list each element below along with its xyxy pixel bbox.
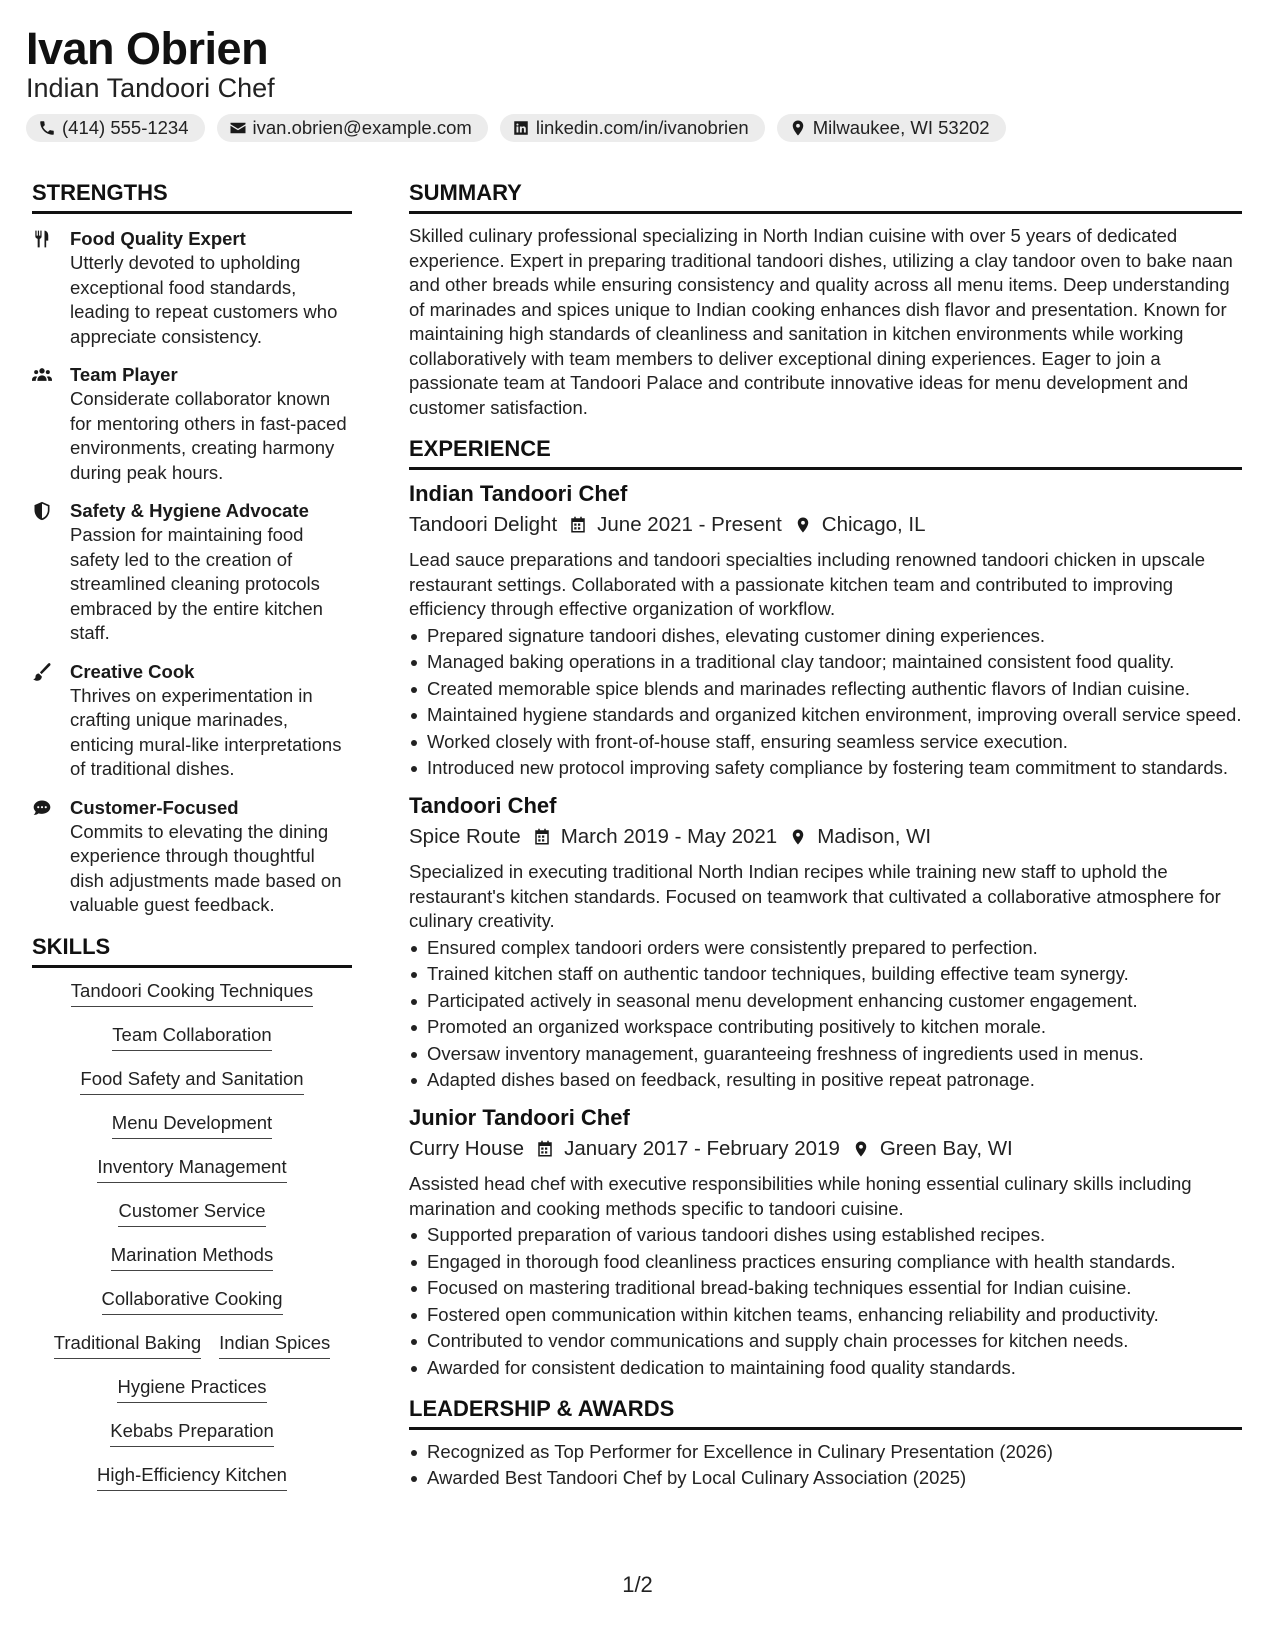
contact-email[interactable] xyxy=(217,114,488,142)
job-dates: January 2017 - February 2019 xyxy=(564,1137,840,1160)
skill-tag: Marination Methods xyxy=(111,1242,273,1271)
job-description: Lead sauce preparations and tandoori specialties including renowned tandoori chicken in upscale restaurant settings. Collaborated with a passionate kitchen team and contributed to improving efficiency through effective organization of workflow. xyxy=(409,549,1206,619)
strength-item xyxy=(32,362,352,485)
job-entry xyxy=(409,480,1242,780)
job-bullet: Ensured complex tandoori orders were consistently prepared to perfection. xyxy=(409,936,1242,960)
contact-location-text: Milwaukee, WI 53202 xyxy=(812,117,990,138)
job-bullet: Worked closely with front-of-house staff, ensuring seamless service execution. xyxy=(409,730,1242,754)
job-role: Indian Tandoori Chef xyxy=(409,481,628,506)
skills-list xyxy=(32,978,352,1506)
job-bullet: Introduced new protocol improving safety compliance by fostering team commitment to standards. xyxy=(409,756,1242,780)
job-entry xyxy=(409,792,1242,1092)
job-bullet: Created memorable spice blends and marinades reflecting authentic flavors of Indian cuisine. xyxy=(409,677,1242,701)
job-location: Green Bay, WI xyxy=(879,1137,1013,1160)
job-bullets xyxy=(409,1223,1242,1380)
skill-tag: Tandoori Cooking Techniques xyxy=(71,978,313,1007)
skill-tag: Indian Spices xyxy=(219,1330,330,1359)
summary-text: Skilled culinary professional specializing in North Indian cuisine with over 5 years of dedicated experience. Expert in preparing traditional tandoori dishes, utilizing a clay tandoor oven to bake naan and other breads while ensuring consistency and quality across all menu items. Deep understanding of marinades and spices unique to Indian cooking enhances dish flavor and presentation. Known for maintaining high standards of cleanliness and sanitation in kitchen environments while working collaboratively with team members to deliver exceptional dining experiences. Eager to join a passionate team at Tandoori Palace and contribute innovative ideas for menu development and customer satisfaction. xyxy=(409,225,1233,418)
skill-tag: Menu Development xyxy=(112,1110,272,1139)
job-meta xyxy=(409,510,1242,540)
contact-phone-text: (414) 555-1234 xyxy=(62,117,189,138)
job-description: Specialized in executing traditional North Indian recipes while training new staff to uphold the restaurant's kitchen standards. Focused on teamwork that cultivated a collaborative atmosphere for culinary creativity. xyxy=(409,861,1221,931)
strength-title: Team Player xyxy=(70,364,178,385)
skill-tag: Collaborative Cooking xyxy=(102,1286,283,1315)
leadership-heading: LEADERSHIP & AWARDS xyxy=(409,1394,1242,1430)
job-bullet: Trained kitchen staff on authentic tandoor techniques, building effective team synergy. xyxy=(409,962,1242,986)
strength-title: Creative Cook xyxy=(70,660,195,682)
job-entry xyxy=(409,1104,1242,1380)
strength-desc: Utterly devoted to upholding exceptional food standards, leading to repeat customers who appreciate consistency. xyxy=(70,252,338,347)
summary-heading: SUMMARY xyxy=(409,178,1242,214)
users-icon xyxy=(32,365,52,385)
strength-item xyxy=(32,795,352,918)
job-bullet: Focused on mastering traditional bread-baking techniques essential for Indian cuisine. xyxy=(409,1276,1242,1300)
job-bullet: Participated actively in seasonal menu development enhancing customer engagement. xyxy=(409,989,1242,1013)
job-bullet: Supported preparation of various tandoori dishes using established recipes. xyxy=(409,1223,1242,1247)
strength-desc: Commits to elevating the dining experience through thoughtful dish adjustments made based on valuable guest feedback. xyxy=(70,820,342,915)
job-company: Curry House xyxy=(409,1137,525,1160)
job-bullet: Prepared signature tandoori dishes, elevating customer dining experiences. xyxy=(409,624,1242,648)
strength-desc: Passion for maintaining food safety led to the creation of streamlined cleaning protocols embraced by the entire kitchen staff. xyxy=(70,524,323,643)
job-description: Assisted head chef with executive responsibilities while honing essential culinary skills including marination and cooking methods specific to tandoori cuisine. xyxy=(409,1173,1192,1219)
job-bullet: Maintained hygiene standards and organized kitchen environment, improving overall service speed. xyxy=(409,703,1242,727)
resume-header xyxy=(26,22,1246,142)
left-column xyxy=(32,178,352,1506)
utensils-icon xyxy=(32,229,52,249)
contact-linkedin-text: linkedin.com/in/ivanobrien xyxy=(535,117,749,138)
job-bullets xyxy=(409,936,1242,1093)
job-bullet: Engaged in thorough food cleanliness practices ensuring compliance with health standards. xyxy=(409,1250,1242,1274)
leadership-list xyxy=(409,1440,1242,1491)
experience-section xyxy=(409,434,1242,1380)
experience-heading: EXPERIENCE xyxy=(409,434,1242,470)
job-bullet: Fostered open communication within kitchen teams, enhancing reliability and productivity. xyxy=(409,1303,1242,1327)
strength-item xyxy=(32,659,352,782)
candidate-name: Ivan Obrien xyxy=(26,23,269,74)
linkedin-icon xyxy=(512,119,530,137)
strength-title: Safety & Hygiene Advocate xyxy=(70,500,309,521)
strength-desc: Thrives on experimentation in crafting unique marinades, enticing mural-like interpretations of traditional dishes. xyxy=(70,684,342,779)
job-role: Tandoori Chef xyxy=(409,793,557,818)
contact-location[interactable] xyxy=(777,114,1006,142)
envelope-icon xyxy=(229,119,247,137)
strengths-list xyxy=(32,226,352,918)
calendar-icon xyxy=(533,828,551,846)
strengths-heading: STRENGTHS xyxy=(32,178,352,214)
strength-title: Food Quality Expert xyxy=(70,228,246,249)
job-dates: March 2019 - May 2021 xyxy=(560,825,778,848)
skill-tag: Hygiene Practices xyxy=(117,1374,266,1403)
leadership-section xyxy=(409,1394,1242,1491)
job-dates: June 2021 - Present xyxy=(597,513,782,536)
job-bullet: Managed baking operations in a traditional clay tandoor; maintained consistent food quality. xyxy=(409,650,1242,674)
contact-email-text: ivan.obrien@example.com xyxy=(252,117,472,138)
job-role: Junior Tandoori Chef xyxy=(409,1105,630,1130)
job-bullet: Oversaw inventory management, guaranteeing freshness of ingredients used in menus. xyxy=(409,1042,1242,1066)
location-pin-icon xyxy=(852,1140,870,1158)
job-meta xyxy=(409,822,1242,852)
skill-tag: High-Efficiency Kitchen xyxy=(97,1462,287,1491)
job-location: Madison, WI xyxy=(817,825,932,848)
skill-tag: Team Collaboration xyxy=(112,1022,271,1051)
strength-item xyxy=(32,226,352,349)
job-company: Tandoori Delight xyxy=(409,513,558,536)
skill-tag: Traditional Baking xyxy=(54,1330,201,1359)
location-pin-icon xyxy=(789,828,807,846)
job-location: Chicago, IL xyxy=(821,513,926,536)
job-bullet: Promoted an organized workspace contributing positively to kitchen morale. xyxy=(409,1015,1242,1039)
job-bullet: Adapted dishes based on feedback, resulting in positive repeat patronage. xyxy=(409,1068,1242,1092)
shield-icon xyxy=(32,501,52,521)
comments-icon xyxy=(32,798,52,818)
location-pin-icon xyxy=(789,119,807,137)
candidate-title: Indian Tandoori Chef xyxy=(26,73,275,103)
contact-linkedin[interactable] xyxy=(500,114,765,142)
right-column xyxy=(409,178,1242,1493)
paintbrush-icon xyxy=(32,662,52,682)
leadership-item: Recognized as Top Performer for Excellence in Culinary Presentation (2026) xyxy=(409,1440,1242,1464)
job-bullet: Awarded for consistent dedication to maintaining food quality standards. xyxy=(409,1356,1242,1380)
skills-heading: SKILLS xyxy=(32,932,352,968)
location-pin-icon xyxy=(794,516,812,534)
skills-section xyxy=(32,932,352,1506)
phone-icon xyxy=(38,119,56,137)
strength-desc: Considerate collaborator known for mentoring others in fast-paced environments, creating harmony during peak hours. xyxy=(70,388,347,483)
leadership-item: Awarded Best Tandoori Chef by Local Culinary Association (2025) xyxy=(409,1466,1242,1490)
job-bullets xyxy=(409,624,1242,781)
job-company: Spice Route xyxy=(409,825,521,848)
contact-phone[interactable] xyxy=(26,114,205,142)
calendar-icon xyxy=(569,516,587,534)
skill-tag: Food Safety and Sanitation xyxy=(80,1066,303,1095)
strength-item xyxy=(32,498,352,646)
job-meta xyxy=(409,1134,1242,1164)
skill-tag: Kebabs Preparation xyxy=(110,1418,274,1447)
skill-tag: Inventory Management xyxy=(97,1154,286,1183)
job-bullet: Contributed to vendor communications and supply chain processes for kitchen needs. xyxy=(409,1329,1242,1353)
calendar-icon xyxy=(536,1140,554,1158)
strength-title: Customer-Focused xyxy=(70,796,239,818)
page-number: 1/2 xyxy=(622,1572,653,1597)
skill-tag: Customer Service xyxy=(118,1198,265,1227)
contact-bar xyxy=(26,114,1246,142)
